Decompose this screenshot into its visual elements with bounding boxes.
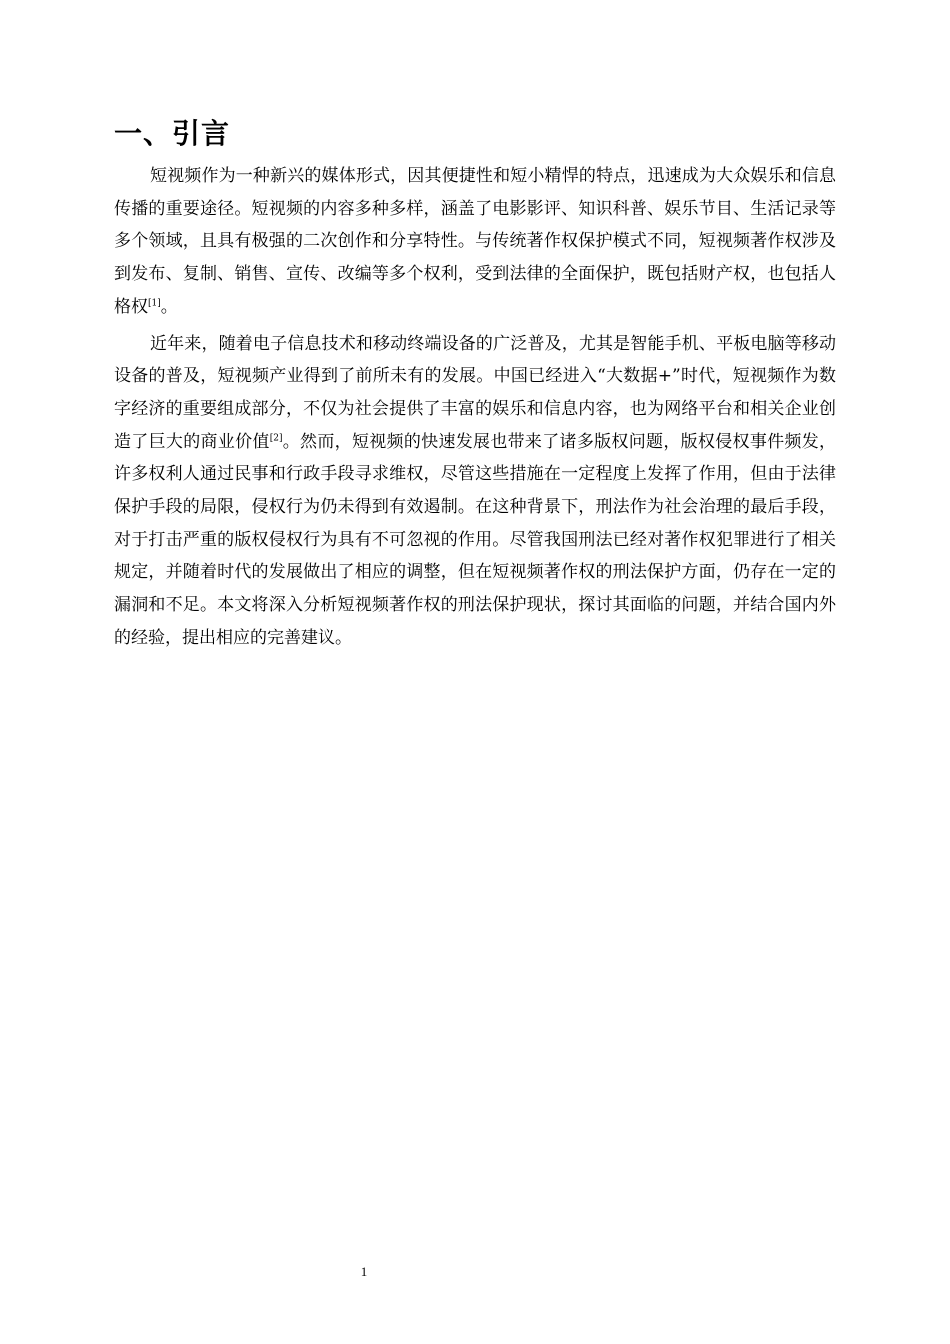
- citation-2: [2]: [269, 432, 283, 443]
- page-content: [114, 112, 836, 659]
- paragraph-1-text: 短视频作为一种新兴的媒体形式，因其便捷性和短小精悍的特点，迅速成为大众娱乐和信息传播的重要途径。短视频的内容多种多样，涵盖了电影影评、知识科普、娱乐节目、生活记录等多个领域，且具有极强的二次创作和分享特性。与传统著作权保护模式不同，短视频著作权涉及到发布、复制、销售、宣传、改编等多个权利，受到法律的全面保护，既包括财产权，也包括人格权: [114, 166, 836, 317]
- citation-1: [1]: [148, 298, 161, 309]
- section-heading: 一、引言: [114, 117, 231, 150]
- page-number: 1: [360, 1264, 368, 1279]
- paragraph-1: [114, 160, 836, 324]
- paragraph-2: [114, 328, 836, 655]
- paragraph-1-tail: 。: [160, 296, 178, 317]
- paragraph-2-text: 近年来，随着电子信息技术和移动终端设备的广泛普及，尤其是智能手机、平板电脑等移动设备的普及，短视频产业得到了前所未有的发展。中国已经进入“大数据+”时代，短视频作为数字经济的重要组成部分，不仅为社会提供了丰富的娱乐和信息内容，也为网络平台和相关企业创造了巨大的商业价值: [114, 333, 836, 452]
- paragraph-2-tail: 。然而，短视频的快速发展也带来了诸多版权问题，版权侵权事件频发，许多权利人通过民事和行政手段寻求维权，尽管这些措施在一定程度上发挥了作用，但由于法律保护手段的局限，侵权行为仍未得到有效遏制。在这种背景下，刑法作为社会治理的最后手段，对于打击严重的版权侵权行为具有不可忽视的作用。尽管我国刑法已经对著作权犯罪进行了相关规定，并随着时代的发展做出了相应的调整，但在短视频著作权的刑法保护方面，仍存在一定的漏洞和不足。本文将深入分析短视频著作权的刑法保护现状，探讨其面临的问题，并结合国内外的经验，提出相应的完善建议。: [114, 431, 837, 648]
